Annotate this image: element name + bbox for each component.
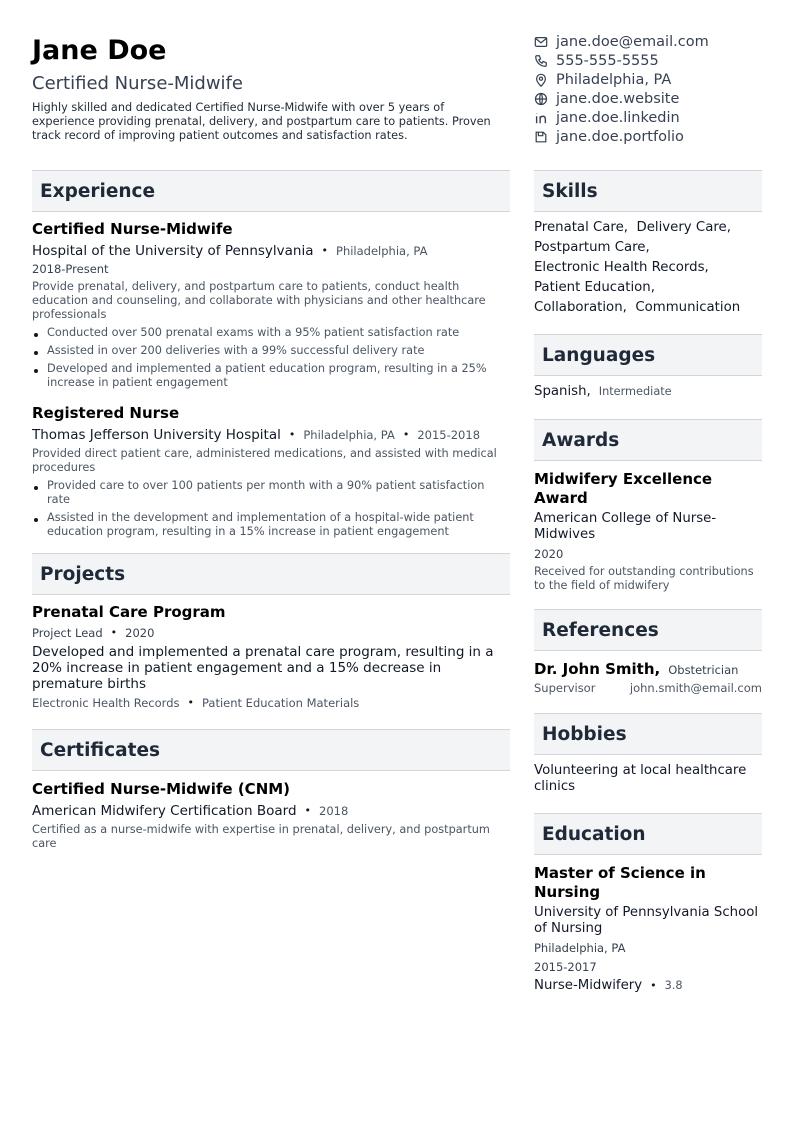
skill-item: Prenatal Care, (534, 220, 629, 235)
contact-location (534, 70, 774, 89)
section-heading-awards: Awards (534, 419, 762, 461)
job-date: 2015-2018 (417, 428, 481, 442)
achievement-item: Provided care to over 100 patients per month with a 90% patient satisfaction rate (32, 479, 510, 507)
separator: • (402, 428, 410, 441)
project-tag: Electronic Health Records (32, 696, 180, 710)
contact-location-text: Philadelphia, PA (556, 71, 672, 88)
contact-email-text: jane.doe@email.com (556, 33, 709, 50)
certificate-title: Certified Nurse-Midwife (CNM) (32, 780, 291, 798)
contact-website[interactable] (534, 89, 774, 108)
skill-item: Communication (635, 300, 741, 315)
project-tags (32, 695, 510, 711)
candidate-title: Certified Nurse-Midwife (32, 73, 243, 94)
job-location: Philadelphia, PA (303, 428, 395, 442)
contact-list (534, 32, 774, 146)
candidate-name: Jane Doe (32, 35, 167, 66)
reference-name: Dr. John Smith, (534, 660, 661, 678)
section-heading-skills: Skills (534, 170, 762, 212)
language-name: Spanish, (534, 384, 591, 399)
project-tag: Patient Education Materials (201, 696, 360, 710)
education-field: Nurse-Midwifery (534, 978, 643, 993)
education-school: University of Pennsylvania School of Nursing (534, 905, 759, 936)
education-field-row (534, 978, 762, 993)
section-heading-references: References (534, 609, 762, 651)
job-meta (32, 426, 510, 444)
skill-item: Collaboration, (534, 300, 627, 315)
job-achievements (32, 326, 510, 390)
award-item (534, 470, 762, 593)
contact-linkedin-text: jane.doe.linkedin (556, 109, 680, 126)
reference-role: Obstetrician (668, 663, 739, 677)
reference-item (534, 660, 762, 695)
contact-email[interactable] (534, 32, 774, 51)
reference-details (534, 681, 762, 695)
separator: • (288, 428, 296, 441)
skill-item: Patient Education, (534, 280, 655, 295)
language-level: Intermediate (598, 385, 672, 398)
section-heading-certificates: Certificates (32, 729, 510, 771)
job-title: Certified Nurse-Midwife (32, 220, 233, 238)
education-gpa: 3.8 (664, 979, 683, 992)
left-column (32, 170, 510, 851)
award-organization: American College of Nurse-Midwives (534, 511, 717, 542)
award-title: Midwifery Excellence Award (534, 470, 713, 507)
reference-relation: Supervisor (534, 681, 596, 695)
job-organization: Thomas Jefferson University Hospital (32, 427, 281, 443)
separator: • (650, 979, 657, 992)
section-heading-projects: Projects (32, 553, 510, 595)
job-meta (32, 242, 510, 260)
summary-text: Highly skilled and dedicated Certified Nurse-Midwife with over 5 years of experience providing prenatal, delivery, and postpartum care to patients. Proven track record of improving patient outcomes and satisfaction rates. (32, 101, 491, 142)
education-date: 2015-2017 (534, 960, 597, 974)
certificate-year: 2018 (319, 804, 349, 818)
certificate-description: Certified as a nurse-midwife with expertise in prenatal, delivery, and postpartum care (32, 823, 490, 850)
reference-email[interactable]: john.smith@email.com (629, 681, 762, 695)
education-item (534, 864, 762, 993)
achievement-item: Assisted in the development and implementation of a hospital-wide patient education program, resulting in a 15% increase in patient engagement (32, 511, 510, 539)
contact-portfolio[interactable] (534, 127, 774, 146)
job-description: Provided direct patient care, administered medications, and assisted with medical procedures (32, 447, 497, 474)
separator: • (304, 804, 312, 817)
contact-website-text: jane.doe.website (556, 90, 680, 107)
certificate-issuer: American Midwifery Certification Board (32, 803, 297, 819)
project-item (32, 603, 510, 711)
project-meta (32, 624, 510, 642)
contact-phone[interactable] (534, 51, 774, 70)
globe-icon (534, 92, 548, 106)
project-description: Developed and implemented a prenatal care program, resulting in a 20% increase in patient engagement and a 15% decrease in premature births (32, 644, 494, 692)
job-organization: Hospital of the University of Pennsylvania (32, 243, 314, 259)
language-item (534, 384, 762, 399)
job-location: Philadelphia, PA (336, 244, 428, 258)
project-year: 2020 (125, 626, 155, 640)
job-date: 2018-Present (32, 262, 109, 276)
contact-portfolio-text: jane.doe.portfolio (556, 128, 684, 145)
portfolio-icon (534, 130, 548, 144)
achievement-item: Conducted over 500 prenatal exams with a 95% patient satisfaction rate (32, 326, 510, 340)
hobby-item: Volunteering at local healthcare clinics (534, 763, 747, 794)
reference-header (534, 660, 762, 678)
section-heading-hobbies: Hobbies (534, 713, 762, 755)
skill-item: Delivery Care, (636, 220, 731, 235)
education-location: Philadelphia, PA (534, 941, 626, 955)
job-achievements (32, 479, 510, 539)
award-description: Received for outstanding contributions to the field of midwifery (534, 565, 754, 592)
education-degree: Master of Science in Nursing (534, 864, 706, 901)
resume-header (32, 34, 510, 143)
award-year: 2020 (534, 547, 564, 561)
experience-item (32, 404, 510, 539)
skills-list (534, 218, 762, 318)
linkedin-icon (534, 111, 548, 125)
section-heading-experience: Experience (32, 170, 510, 212)
certificate-meta (32, 802, 510, 820)
phone-icon (534, 54, 548, 68)
contact-linkedin[interactable] (534, 108, 774, 127)
skill-item: Electronic Health Records, (534, 260, 709, 275)
job-title: Registered Nurse (32, 404, 180, 422)
section-heading-languages: Languages (534, 334, 762, 376)
skill-item: Postpartum Care, (534, 240, 650, 255)
project-title: Prenatal Care Program (32, 603, 226, 621)
certificate-item (32, 780, 510, 851)
contact-phone-text: 555-555-5555 (556, 52, 659, 69)
project-role: Project Lead (32, 626, 103, 640)
achievement-item: Assisted in over 200 deliveries with a 99% successful delivery rate (32, 344, 510, 358)
experience-item (32, 220, 510, 390)
separator: • (187, 696, 194, 709)
job-description: Provide prenatal, delivery, and postpartum care to patients, conduct health education and counseling, and collaborate with physicians and other healthcare professionals (32, 280, 486, 321)
achievement-item: Developed and implemented a patient education program, resulting in a 25% increase in patient engagement (32, 362, 510, 390)
section-heading-education: Education (534, 813, 762, 855)
separator: • (321, 244, 329, 257)
right-column (534, 170, 762, 993)
map-pin-icon (534, 73, 548, 87)
separator: • (110, 626, 118, 639)
mail-icon (534, 35, 548, 49)
